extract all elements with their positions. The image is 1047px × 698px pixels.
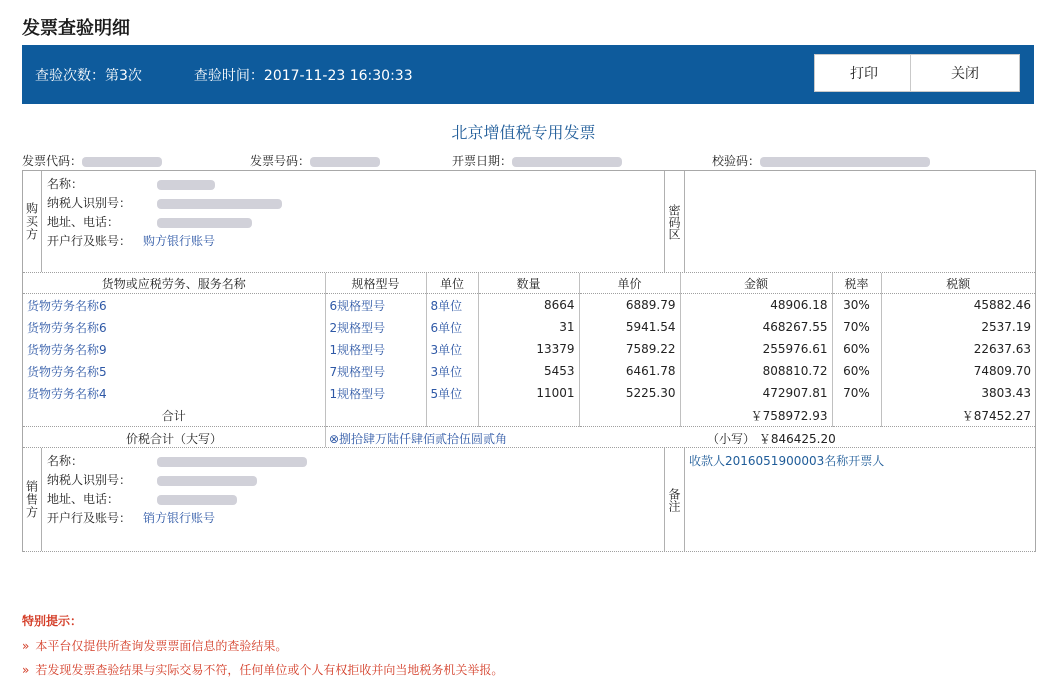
invoice-grid <box>22 170 1036 552</box>
col-header-rate: 税率 <box>832 273 881 294</box>
buyer-address-label: 地址、电话： <box>47 215 120 229</box>
grand-total-small-label: （小写） <box>707 432 756 446</box>
item-rate: 30% <box>832 294 881 317</box>
seller-bank-value: 销方银行账号 <box>143 511 216 525</box>
table-row <box>23 382 1035 404</box>
item-spec: 7规格型号 <box>325 360 426 382</box>
buyer-taxid-redacted <box>157 199 282 209</box>
col-header-amount: 金额 <box>680 273 832 294</box>
item-unit: 3单位 <box>426 338 478 360</box>
item-rate: 70% <box>832 316 881 338</box>
buyer-section <box>23 171 1035 273</box>
buyer-name-redacted <box>157 180 215 190</box>
item-amount: 468267.55 <box>680 316 832 338</box>
check-code-field <box>712 152 930 169</box>
grand-total-small-value: ￥846425.20 <box>758 432 836 446</box>
item-tax: 3803.43 <box>981 386 1031 400</box>
check-code-label: 校验码： <box>712 154 761 168</box>
seller-taxid-line <box>47 471 307 490</box>
bullet-icon: » <box>22 639 30 653</box>
item-amount: 472907.81 <box>680 382 832 404</box>
totals-label: 合计 <box>23 404 325 427</box>
invoice-number-redacted <box>310 157 380 167</box>
grand-total-row <box>23 427 1035 448</box>
item-unit: 5单位 <box>426 382 478 404</box>
col-header-qty: 数量 <box>478 273 579 294</box>
check-count-value: 第3次 <box>105 67 142 84</box>
page-title: 发票查验明细 <box>22 18 130 39</box>
check-count <box>35 65 142 85</box>
col-header-price: 单价 <box>579 273 680 294</box>
invoice-header-fields <box>22 150 1034 168</box>
item-amount: 255976.61 <box>680 338 832 360</box>
totals-amount: ￥758972.93 <box>680 404 832 427</box>
seller-bank-line <box>47 509 307 528</box>
buyer-bank-line <box>47 232 282 251</box>
item-tax: 74809.70 <box>973 364 1031 378</box>
buyer-bank-value: 购方银行账号 <box>143 234 216 248</box>
item-price: 5941.54 <box>579 316 680 338</box>
table-row <box>23 316 1035 338</box>
note-text: 本平台仅提供所查询发票票面信息的查验结果。 <box>35 639 288 653</box>
buyer-name-label: 名称： <box>47 177 84 191</box>
invoice-number-label: 发票号码： <box>250 154 311 168</box>
item-tax: 22637.63 <box>973 342 1031 356</box>
item-qty: 8664 <box>478 294 579 317</box>
items-header-row <box>23 273 1035 294</box>
remark-side-label: 备注 <box>664 448 685 551</box>
col-header-name: 货物或应税劳务、服务名称 <box>23 273 325 294</box>
notes-title: 特别提示： <box>22 614 83 628</box>
invoice-date-label: 开票日期： <box>452 154 513 168</box>
invoice-date-redacted <box>512 157 622 167</box>
item-unit: 6单位 <box>426 316 478 338</box>
seller-address-line <box>47 490 307 509</box>
item-amount: 48906.18 <box>680 294 832 317</box>
item-spec: 2规格型号 <box>325 316 426 338</box>
item-price: 7589.22 <box>579 338 680 360</box>
seller-taxid-label: 纳税人识别号： <box>47 473 132 487</box>
buyer-side-label: 购买方 <box>23 171 42 272</box>
buyer-taxid-line <box>47 194 282 213</box>
seller-taxid-redacted <box>157 476 257 486</box>
item-spec: 1规格型号 <box>325 382 426 404</box>
totals-tax: ￥87452.27 <box>881 404 1035 427</box>
bullet-icon: » <box>22 663 30 677</box>
item-name: 货物劳务名称9 <box>23 338 325 360</box>
buyer-address-line <box>47 213 282 232</box>
seller-section <box>23 448 1035 552</box>
invoice-code-redacted <box>82 157 162 167</box>
item-qty: 11001 <box>478 382 579 404</box>
item-rate: 70% <box>832 382 881 404</box>
grand-total-label: 价税合计（大写） <box>125 432 222 446</box>
note-text: 若发现发票查验结果与实际交易不符，任何单位或个人有权拒收并向当地税务机关举报。 <box>35 663 504 677</box>
invoice-code-label: 发票代码： <box>22 154 83 168</box>
item-price: 5225.30 <box>579 382 680 404</box>
item-unit: 3单位 <box>426 360 478 382</box>
invoice-code-field <box>22 152 162 169</box>
item-rate: 60% <box>832 360 881 382</box>
totals-row <box>23 404 1035 427</box>
seller-address-label: 地址、电话： <box>47 492 120 506</box>
table-row <box>23 294 1035 317</box>
item-name: 货物劳务名称6 <box>23 294 325 317</box>
buyer-taxid-label: 纳税人识别号： <box>47 196 132 210</box>
invoice-title: 北京增值税专用发票 <box>451 123 596 142</box>
item-qty: 5453 <box>478 360 579 382</box>
table-row <box>23 338 1035 360</box>
toolbar <box>22 45 1034 104</box>
buyer-name-line <box>47 175 282 194</box>
buyer-address-redacted <box>157 218 252 228</box>
item-spec: 1规格型号 <box>325 338 426 360</box>
col-header-tax: 税额 <box>881 273 1035 294</box>
note-item <box>22 661 503 678</box>
print-button[interactable]: 打印 <box>814 54 914 92</box>
grand-total-small <box>707 430 836 447</box>
item-amount: 808810.72 <box>680 360 832 382</box>
item-rate: 60% <box>832 338 881 360</box>
item-spec: 6规格型号 <box>325 294 426 317</box>
check-time <box>194 65 413 85</box>
item-qty: 13379 <box>478 338 579 360</box>
seller-name-redacted <box>157 457 307 467</box>
item-tax: 2537.19 <box>981 320 1031 334</box>
item-name: 货物劳务名称6 <box>23 316 325 338</box>
check-count-label: 查验次数： <box>35 67 105 84</box>
table-row <box>23 360 1035 382</box>
seller-side-label: 销售方 <box>23 448 42 551</box>
check-time-label: 查验时间： <box>193 67 264 84</box>
buyer-bank-label: 开户行及账号： <box>47 234 132 248</box>
seller-name-line <box>47 452 307 471</box>
col-header-unit: 单位 <box>426 273 478 294</box>
close-button[interactable]: 关闭 <box>910 54 1020 92</box>
check-code-redacted <box>760 157 930 167</box>
note-item <box>22 637 287 654</box>
invoice-number-field <box>250 152 380 169</box>
seller-address-redacted <box>157 495 237 505</box>
items-table <box>23 273 1035 427</box>
grand-total-in-words: ⊗捌拾肆万陆仟肆佰贰拾伍圆贰角 <box>329 432 508 446</box>
password-area-label: 密码区 <box>664 171 685 272</box>
invoice-date-field <box>452 152 622 169</box>
item-unit: 8单位 <box>426 294 478 317</box>
seller-bank-label: 开户行及账号： <box>47 511 132 525</box>
item-price: 6889.79 <box>579 294 680 317</box>
item-price: 6461.78 <box>579 360 680 382</box>
item-name: 货物劳务名称4 <box>23 382 325 404</box>
item-qty: 31 <box>478 316 579 338</box>
item-tax: 45882.46 <box>973 298 1031 312</box>
col-header-spec: 规格型号 <box>325 273 426 294</box>
seller-name-label: 名称： <box>47 454 84 468</box>
item-name: 货物劳务名称5 <box>23 360 325 382</box>
check-time-value: 2017-11-23 16:30:33 <box>263 67 413 84</box>
remark-text: 收款人2016051900003名称开票人 <box>689 454 885 468</box>
